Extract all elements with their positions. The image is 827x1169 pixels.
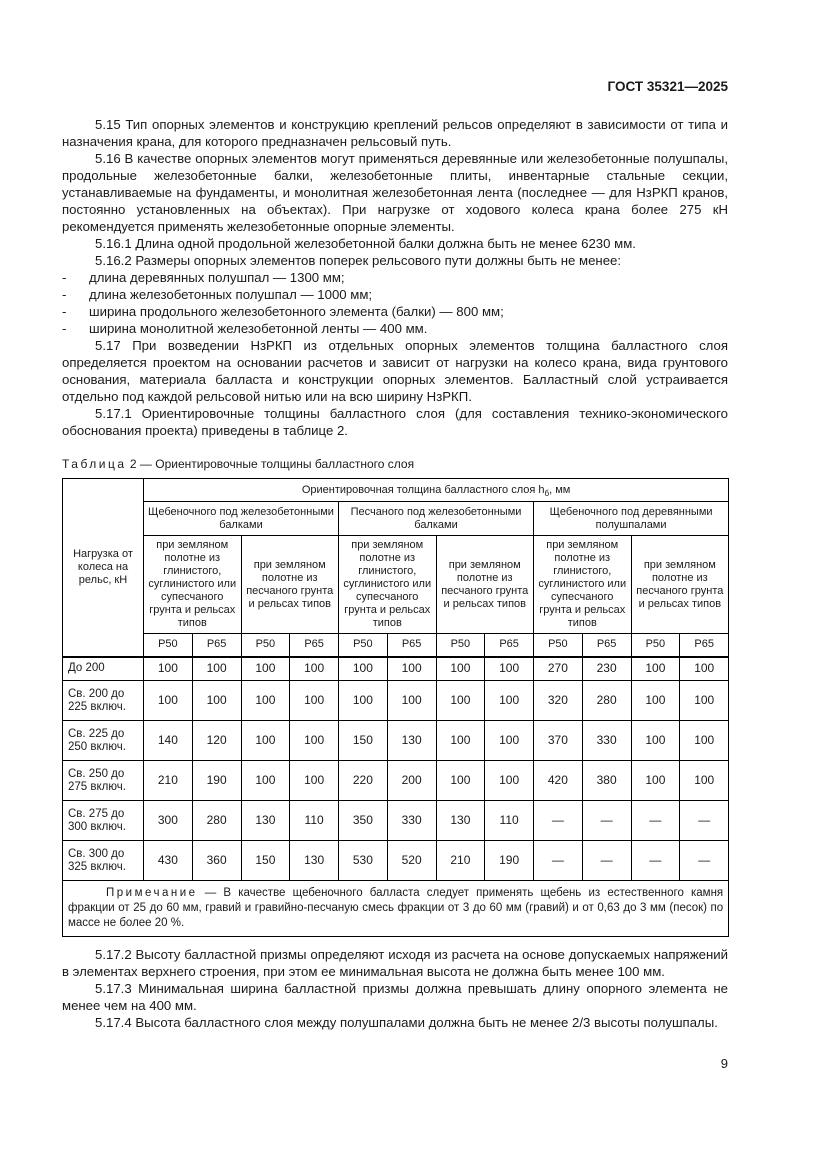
list-item: - ширина продольного железобетонного элемента (балки) — 800 мм; <box>62 304 504 319</box>
table-cell: 190 <box>192 761 241 801</box>
table-cell: 130 <box>387 721 436 761</box>
table-cell: 100 <box>241 721 290 761</box>
row-label: До 200 <box>63 657 144 681</box>
group-header: Щебеночного под деревянными полушпалами <box>534 502 729 536</box>
table-cell: 100 <box>680 721 729 761</box>
table-note: Примечание — В качестве щебеночного балласта следует применять щебень из естественного камня фракции от 25 до 60 мм, гравий и гравийно-песчаную смесь фракции от 3 до 60 мм (гравий) и от 0,63 до 3 мм (песок) по массе не более 20 %. <box>63 881 729 937</box>
table-cell: 140 <box>144 721 193 761</box>
table-cell: 100 <box>290 657 339 681</box>
dimension-list <box>62 269 728 337</box>
table-row <box>63 801 729 841</box>
table-cell: 150 <box>241 841 290 881</box>
table-cell: 280 <box>582 681 631 721</box>
load-header: Нагрузка от колеса на рельс, кН <box>63 479 144 657</box>
table-cell: 100 <box>631 761 680 801</box>
rail-type: Р50 <box>436 634 485 657</box>
table-cell: 190 <box>485 841 534 881</box>
table-row <box>63 657 729 681</box>
rail-type: Р65 <box>290 634 339 657</box>
table-cell: 100 <box>436 721 485 761</box>
table-cell: 100 <box>290 681 339 721</box>
table-row <box>63 841 729 881</box>
table-cell: 100 <box>339 681 388 721</box>
paragraph-5-16-1: 5.16.1 Длина одной продольной железобетонной балки должна быть не менее 6230 мм. <box>95 236 636 251</box>
paragraph-5-16-2: 5.16.2 Размеры опорных элементов поперек рельсового пути должны быть не менее: <box>95 253 622 268</box>
table-cell: 100 <box>290 761 339 801</box>
table-cell: 100 <box>485 681 534 721</box>
table-cell: — <box>631 801 680 841</box>
table-cell: 520 <box>387 841 436 881</box>
row-label: Св. 250 до 275 включ. <box>63 761 144 801</box>
table-cell: 220 <box>339 761 388 801</box>
table-cell: — <box>534 841 583 881</box>
table-cell: 100 <box>680 657 729 681</box>
soil-header: при земляном полотне из песчаного грунта и рельсах типов <box>241 536 339 634</box>
paragraphs-after <box>62 946 728 1031</box>
ballast-thickness-table <box>62 478 729 937</box>
row-label: Св. 275 до 300 включ. <box>63 801 144 841</box>
table-cell: 100 <box>192 681 241 721</box>
paragraph-5-17: 5.17 При возведении НзРКП из отдельных опорных элементов толщина балластного слоя определяется проектом на основании расчетов и зависит от нагрузки на колесо крана, вида грунтового основания, материала балласта и конструкции опорных элементов. Балластный слой устраивается отдельно под каждой рельсовой нитью или на всю ширину НзРКП. <box>62 338 728 404</box>
row-label: Св. 200 до 225 включ. <box>63 681 144 721</box>
table-cell: 100 <box>436 681 485 721</box>
table-row <box>63 721 729 761</box>
table-cell: 100 <box>485 721 534 761</box>
table-cell: 230 <box>582 657 631 681</box>
paragraph-5-17-2: 5.17.2 Высоту балластной призмы определяют исходя из расчета на основе допускаемых напряжений в элементах верхнего строения, при этом ее минимальная высота не должна быть менее 100 мм. <box>62 947 728 979</box>
group-header: Щебеночного под железобетонными балками <box>144 502 339 536</box>
list-item: - ширина монолитной железобетонной ленты — 400 мм. <box>62 321 428 336</box>
table-cell: 100 <box>387 657 436 681</box>
table-cell: 320 <box>534 681 583 721</box>
table-cell: 330 <box>387 801 436 841</box>
paragraphs-before <box>62 116 728 269</box>
soil-header: при земляном полотне из глинистого, суглинистого или супесчаного грунта и рельсах типов <box>339 536 437 634</box>
table-cell: 360 <box>192 841 241 881</box>
rail-type: Р65 <box>582 634 631 657</box>
table-cell: 420 <box>534 761 583 801</box>
table-cell: 100 <box>631 721 680 761</box>
rail-type: Р65 <box>387 634 436 657</box>
table-cell: — <box>582 841 631 881</box>
soil-header: при земляном полотне из глинистого, суглинистого или супесчаного грунта и рельсах типов <box>534 536 632 634</box>
rail-type: Р65 <box>680 634 729 657</box>
table-cell: 100 <box>144 657 193 681</box>
group-header: Песчаного под железобетонными балками <box>339 502 534 536</box>
table-cell: 370 <box>534 721 583 761</box>
table-cell: 270 <box>534 657 583 681</box>
table-cell: 350 <box>339 801 388 841</box>
table-cell: — <box>680 801 729 841</box>
row-label: Св. 300 до 325 включ. <box>63 841 144 881</box>
paragraph-5-17-3: 5.17.3 Минимальная ширина балластной призмы должна превышать длину опорного элемента не менее чем на 400 мм. <box>62 981 728 1013</box>
table-cell: — <box>680 841 729 881</box>
rail-type: Р50 <box>534 634 583 657</box>
table-cell: 110 <box>485 801 534 841</box>
table-cell: 100 <box>192 657 241 681</box>
rail-type: Р65 <box>485 634 534 657</box>
paragraph-5-17-1: 5.17.1 Ориентировочные толщины балластного слоя (для составления технико-экономического обоснования проекта) приведены в таблице 2. <box>62 406 728 438</box>
table-cell: 530 <box>339 841 388 881</box>
soil-header: при земляном полотне из песчаного грунта и рельсах типов <box>436 536 534 634</box>
paragraph-5-15: 5.15 Тип опорных элементов и конструкцию креплений рельсов определяют в зависимости от типа и назначения крана, для которого предназначен рельсовый путь. <box>62 117 728 149</box>
rail-type: Р50 <box>241 634 290 657</box>
table-cell: 120 <box>192 721 241 761</box>
document-header: ГОСТ 35321—2025 <box>607 79 728 94</box>
soil-header: при земляном полотне из глинистого, суглинистого или супесчаного грунта и рельсах типов <box>144 536 242 634</box>
table-cell: 380 <box>582 761 631 801</box>
table-cell: 100 <box>241 681 290 721</box>
page-number: 9 <box>720 1056 728 1071</box>
rail-type: Р50 <box>339 634 388 657</box>
table-cell: 100 <box>436 761 485 801</box>
table-cell: — <box>534 801 583 841</box>
table-cell: 280 <box>192 801 241 841</box>
table-cell: 100 <box>485 761 534 801</box>
table-cell: 100 <box>144 681 193 721</box>
table-cell: 100 <box>631 681 680 721</box>
table-cell: 130 <box>290 841 339 881</box>
soil-header: при земляном полотне из песчаного грунта и рельсах типов <box>631 536 729 634</box>
table-cell: — <box>631 841 680 881</box>
paragraph-5-17-4: 5.17.4 Высота балластного слоя между полушпалами должна быть не менее 2/3 высоты полушпалы. <box>95 1015 718 1030</box>
table-cell: 100 <box>680 681 729 721</box>
paragraph-5-16: 5.16 В качестве опорных элементов могут применяться деревянные или железобетонные полушпалы, продольные железобетонные балки, железобетонные плиты, инвентарные стальные секции, устанавливаемые на фундаменты, и монолитная железобетонная лента (последнее — для НзРКП кранов, постоянно установленных на объектах). При нагрузке от ходового колеса крана более 275 кН рекомендуется применять железобетонные опорные элементы. <box>62 151 728 234</box>
thickness-header: Ориентировочная толщина балластного слоя $h_б$, мм <box>144 479 729 502</box>
rail-type: Р65 <box>192 634 241 657</box>
table-cell: 100 <box>485 657 534 681</box>
table-note-row <box>63 881 729 937</box>
table-cell: 100 <box>436 657 485 681</box>
table-cell: 210 <box>436 841 485 881</box>
table-cell: 330 <box>582 721 631 761</box>
list-item: - длина железобетонных полушпал — 1000 мм; <box>62 287 373 302</box>
table-cell: 100 <box>241 761 290 801</box>
table-cell: 100 <box>290 721 339 761</box>
table-cell: 300 <box>144 801 193 841</box>
page-content <box>62 116 728 1031</box>
table-row <box>63 761 729 801</box>
row-label: Св. 225 до 250 включ. <box>63 721 144 761</box>
table-row <box>63 681 729 721</box>
table-cell: 100 <box>680 761 729 801</box>
table-cell: 150 <box>339 721 388 761</box>
table-cell: 100 <box>339 657 388 681</box>
table-cell: 100 <box>241 657 290 681</box>
table-cell: 130 <box>241 801 290 841</box>
rail-type: Р50 <box>631 634 680 657</box>
table-caption: Таблица 2 — Ориентировочные толщины балластного слоя <box>62 457 415 471</box>
list-item: - длина деревянных полушпал — 1300 мм; <box>62 270 345 285</box>
table-cell: 200 <box>387 761 436 801</box>
table-cell: 210 <box>144 761 193 801</box>
table-cell: 110 <box>290 801 339 841</box>
table-cell: 100 <box>387 681 436 721</box>
rail-type: Р50 <box>144 634 193 657</box>
table-cell: 430 <box>144 841 193 881</box>
table-cell: 100 <box>631 657 680 681</box>
table-cell: — <box>582 801 631 841</box>
table-cell: 130 <box>436 801 485 841</box>
